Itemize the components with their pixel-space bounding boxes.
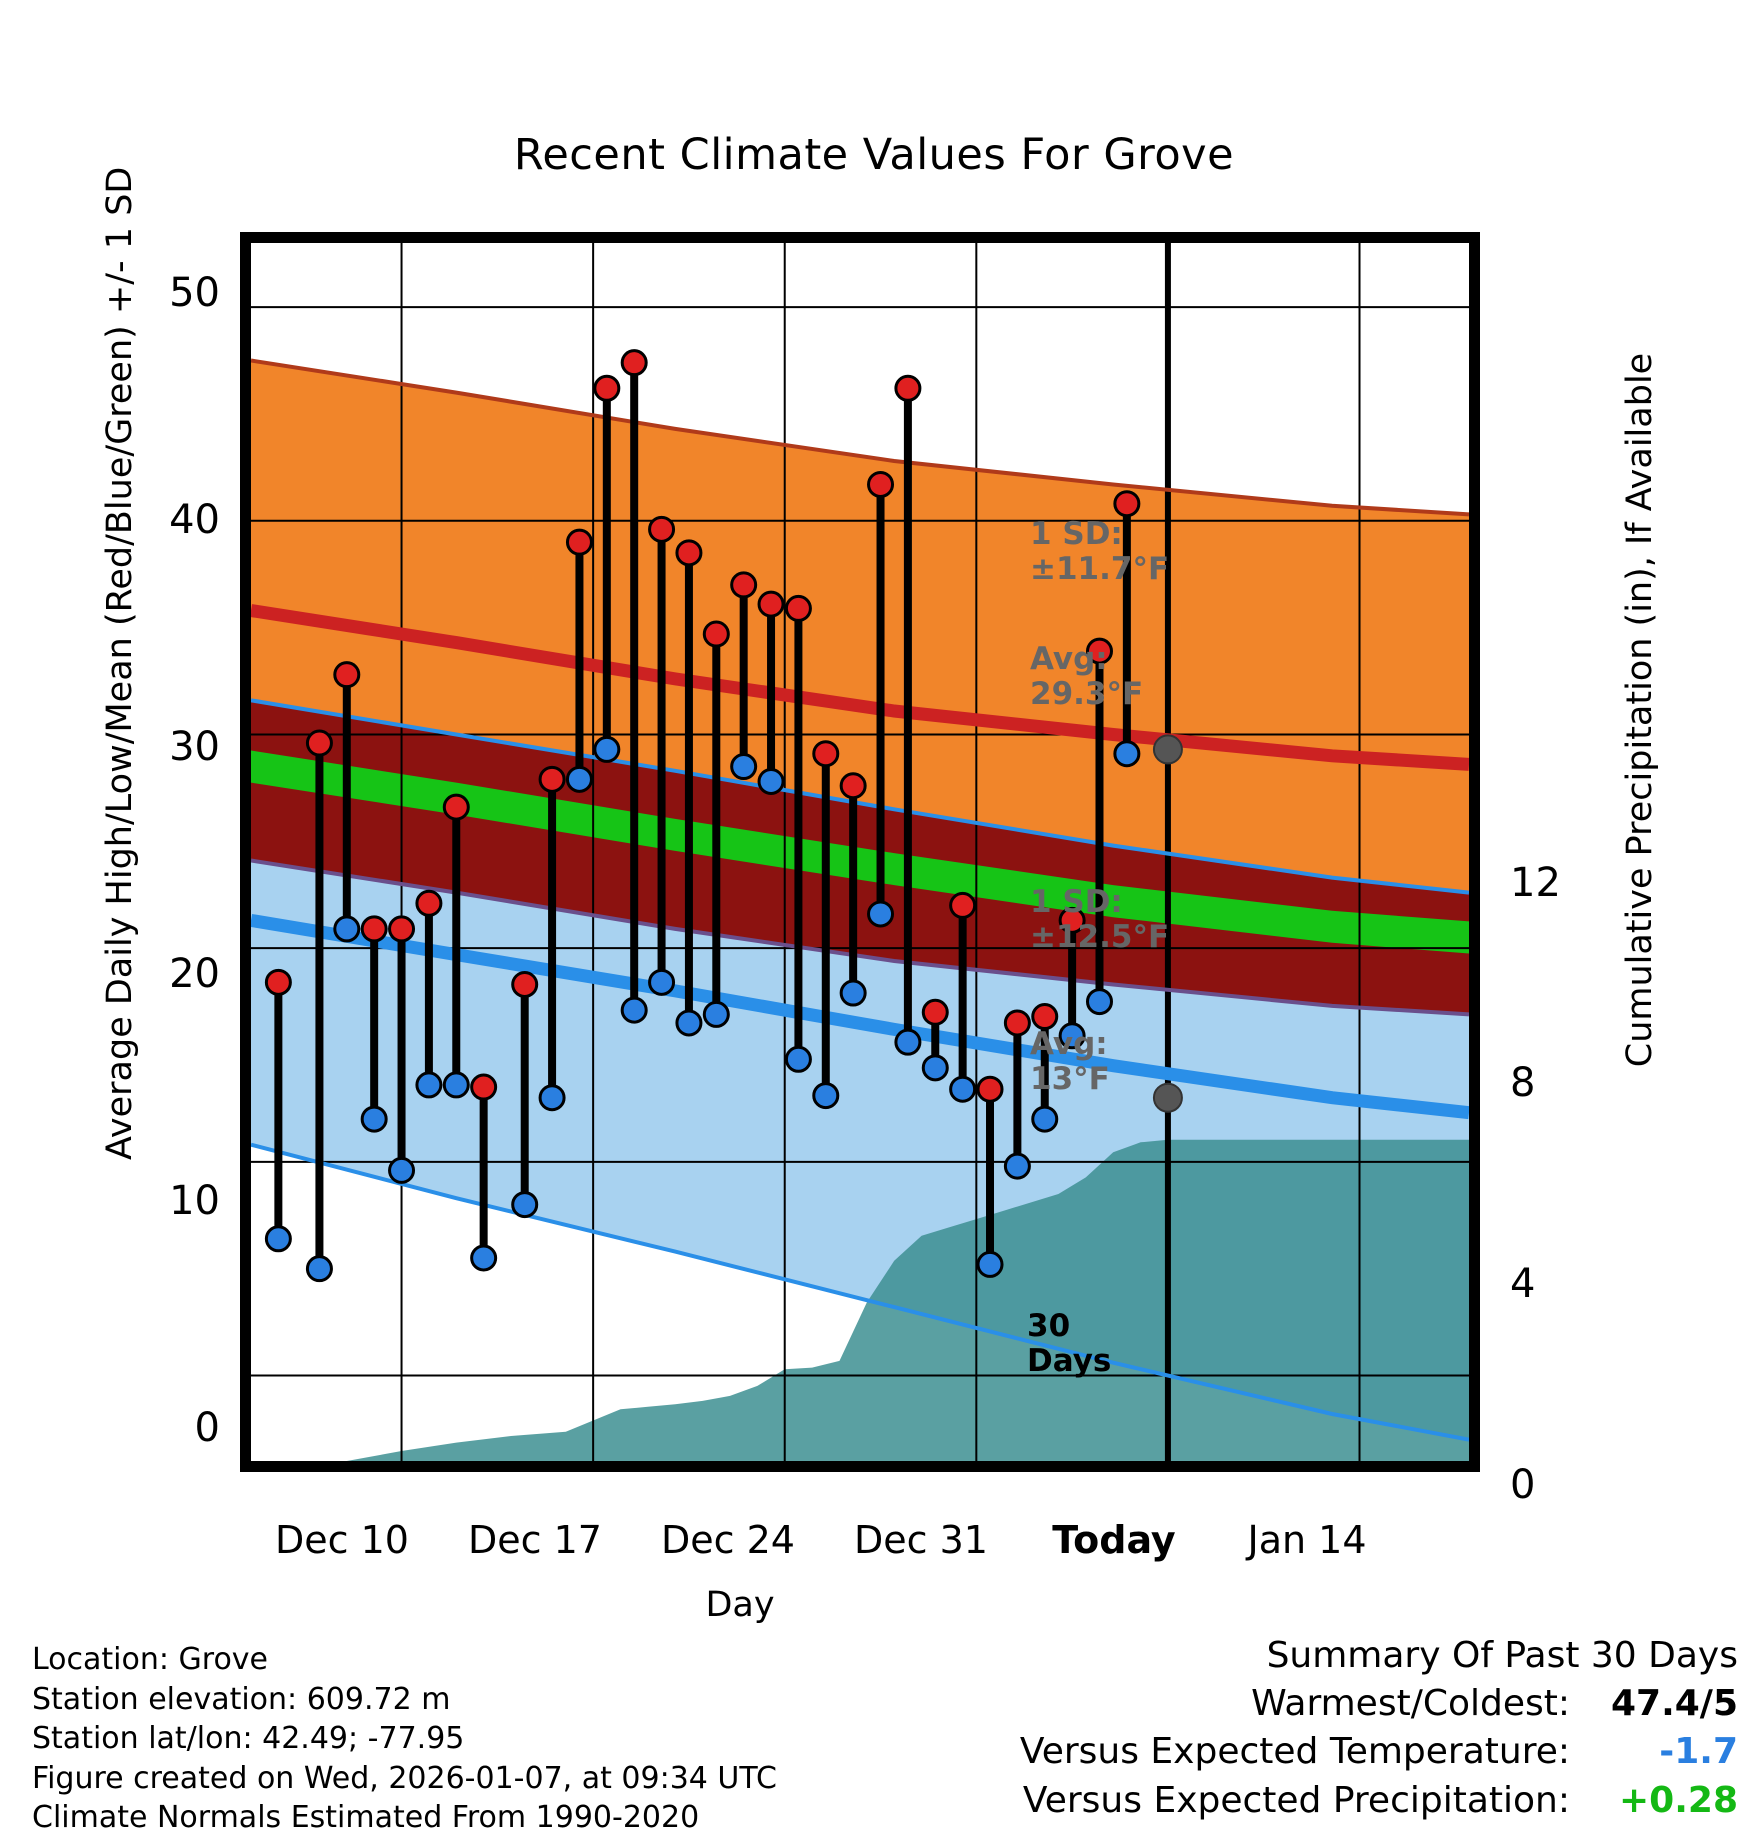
annotation-high-sd-line2: ±11.7°F (1030, 550, 1170, 587)
annotation-high-sd (1030, 517, 1169, 586)
annotation-low-sd-line2: ±12.5°F (1030, 918, 1170, 955)
footer-created: Figure created on Wed, 2026-01-07, at 09:34 UTC (32, 1760, 777, 1796)
summary-row-warmest-coldest (838, 1680, 1738, 1728)
annotation-high-avg-line2: 29.3°F (1030, 675, 1144, 712)
annotation-30-days (1027, 1309, 1111, 1378)
y-axis-label-left: Average Daily High/Low/Mean (Red/Blue/Green) +/- 1 SD (100, 166, 140, 1160)
y-tick-right-0: 0 (1510, 1462, 1536, 1508)
annotation-30-days-line1: 30 (1027, 1308, 1071, 1344)
footer-normals: Climate Normals Estimated From 1990-2020 (32, 1800, 700, 1836)
annotation-low-sd (1030, 885, 1169, 954)
footer-latlon: Station lat/lon: 42.49; -77.95 (32, 1721, 465, 1757)
annotation-high-avg (1030, 642, 1143, 711)
x-axis-label: Day (705, 1585, 775, 1625)
summary-panel (838, 1632, 1738, 1825)
summary-row-precipitation (838, 1777, 1738, 1825)
summary-value-precipitation: +0.28 (1619, 1779, 1738, 1821)
climate-chart-svg (251, 243, 1469, 1461)
page-title: Recent Climate Values For Grove (513, 130, 1235, 180)
x-tick-today: Today (1052, 1518, 1176, 1562)
annotation-30-days-line2: Days (1027, 1342, 1112, 1379)
annotation-low-avg (1030, 1027, 1110, 1096)
annotation-high-sd-line1: 1 SD: (1030, 516, 1123, 552)
y-tick-left-20: 20 (169, 951, 220, 997)
footer-metadata (32, 1640, 777, 1838)
x-tick-dec-24: Dec 24 (661, 1518, 795, 1562)
annotation-low-avg-line2: 13°F (1030, 1060, 1110, 1097)
footer-elevation: Station elevation: 609.72 m (32, 1681, 451, 1717)
y-tick-right-12: 12 (1510, 860, 1561, 906)
footer-location: Location: Grove (32, 1642, 269, 1677)
y-tick-right-8: 8 (1510, 1060, 1536, 1106)
annotation-low-sd-line1: 1 SD: (1030, 884, 1123, 920)
summary-label-temperature: Versus Expected Temperature: (1019, 1731, 1570, 1773)
summary-title: Summary Of Past 30 Days (1266, 1635, 1738, 1676)
x-tick-dec-17: Dec 17 (468, 1518, 602, 1562)
y-axis-label-right: Cumulative Precipitation (in), If Available (1620, 352, 1660, 1068)
annotation-high-avg-line1: Avg: (1030, 641, 1108, 677)
summary-value-warmest-coldest: 47.4/5 (1610, 1683, 1738, 1725)
y-tick-right-4: 4 (1510, 1261, 1536, 1307)
y-tick-left-40: 40 (169, 497, 220, 543)
y-tick-left-50: 50 (169, 270, 220, 316)
y-tick-left-0: 0 (194, 1405, 220, 1451)
x-tick-dec-31: Dec 31 (854, 1518, 988, 1562)
annotation-low-avg-line1: Avg: (1030, 1026, 1108, 1062)
y-tick-left-30: 30 (169, 724, 220, 770)
summary-value-temperature: -1.7 (1659, 1731, 1738, 1773)
summary-label-precipitation: Versus Expected Precipitation: (1022, 1779, 1570, 1821)
plot-inner (251, 243, 1469, 1461)
plot-area (240, 232, 1480, 1472)
x-tick-dec-10: Dec 10 (275, 1518, 409, 1562)
y-tick-left-10: 10 (169, 1178, 220, 1224)
summary-label-warmest-coldest: Warmest/Coldest: (1251, 1683, 1570, 1725)
summary-row-temperature (838, 1728, 1738, 1776)
x-tick-jan-14: Jan 14 (1247, 1518, 1367, 1562)
